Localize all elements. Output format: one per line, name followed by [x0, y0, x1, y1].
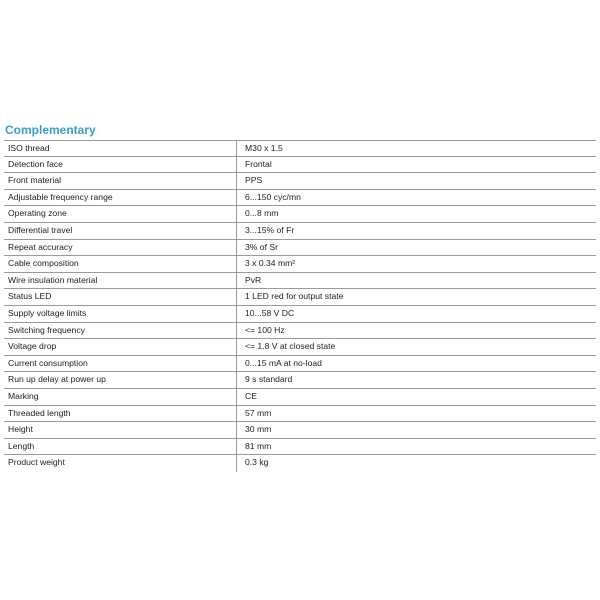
spec-label: Marking [4, 389, 237, 405]
section-title: Complementary [5, 123, 96, 137]
spec-row [4, 439, 596, 456]
spec-label: Run up delay at power up [4, 372, 237, 388]
spec-label: Supply voltage limits [4, 306, 237, 322]
spec-row [4, 422, 596, 439]
spec-value: 3 x 0.34 mm² [245, 258, 296, 269]
spec-value: 6...150 cyc/mn [245, 191, 301, 202]
spec-value: <= 100 Hz [245, 324, 285, 335]
spec-label: Adjustable frequency range [4, 190, 237, 206]
spec-row [4, 372, 596, 389]
spec-row [4, 323, 596, 340]
spec-value: 81 mm [245, 440, 272, 451]
spec-row [4, 223, 596, 240]
spec-value: Frontal [245, 158, 272, 169]
spec-value: 0...8 mm [245, 208, 279, 219]
spec-value: 10...58 V DC [245, 307, 295, 318]
spec-value: 30 mm [245, 424, 272, 435]
spec-value: 0...15 mA at no-load [245, 357, 322, 368]
spec-row [4, 140, 596, 157]
spec-table [4, 140, 596, 472]
spec-value: 3...15% of Fr [245, 224, 295, 235]
spec-row [4, 356, 596, 373]
spec-row [4, 306, 596, 323]
spec-row [4, 389, 596, 406]
spec-label: Status LED [4, 289, 237, 305]
spec-row [4, 190, 596, 207]
spec-label: Threaded length [4, 406, 237, 422]
spec-row [4, 339, 596, 356]
spec-row [4, 173, 596, 190]
spec-label: Product weight [4, 455, 237, 472]
spec-row [4, 273, 596, 290]
spec-value: PvR [245, 274, 262, 285]
spec-value: M30 x 1.5 [245, 143, 283, 153]
spec-row [4, 406, 596, 423]
spec-value: 1 LED red for output state [245, 291, 344, 302]
spec-value: 3% of Sr [245, 241, 278, 252]
spec-label: Length [4, 439, 237, 455]
spec-row [4, 256, 596, 273]
spec-value: PPS [245, 175, 263, 186]
spec-value: 9 s standard [245, 374, 293, 385]
spec-label: Cable composition [4, 256, 237, 272]
spec-label: Wire insulation material [4, 273, 237, 289]
spec-value: 0.3 kg [245, 457, 269, 468]
spec-value: CE [245, 390, 257, 401]
spec-label: Operating zone [4, 206, 237, 222]
spec-value: <= 1.8 V at closed state [245, 341, 336, 352]
spec-label: Differential travel [4, 223, 237, 239]
spec-label: Repeat accuracy [4, 240, 237, 256]
spec-row [4, 240, 596, 257]
spec-label: Detection face [4, 157, 237, 173]
spec-label: Current consumption [4, 356, 237, 372]
spec-row [4, 455, 596, 472]
spec-row [4, 206, 596, 223]
spec-label: Switching frequency [4, 323, 237, 339]
spec-row [4, 157, 596, 174]
spec-label: ISO thread [4, 141, 237, 156]
spec-label: Voltage drop [4, 339, 237, 355]
spec-label: Front material [4, 173, 237, 189]
spec-row [4, 289, 596, 306]
spec-value: 57 mm [245, 407, 272, 418]
spec-label: Height [4, 422, 237, 438]
